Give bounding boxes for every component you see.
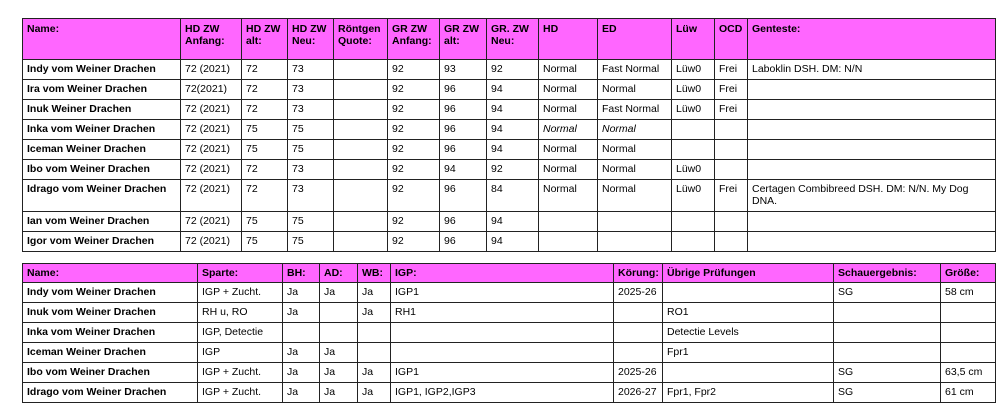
- trials-table-cell: Ja: [358, 363, 391, 383]
- health-table-cell: 75: [288, 232, 334, 252]
- trials-table-cell: IGP1, IGP2,IGP3: [391, 383, 614, 403]
- trials-table-cell: SG: [834, 383, 941, 403]
- trials-table-cell: [320, 303, 358, 323]
- health-table-cell: [672, 120, 715, 140]
- health-table-name-cell: Idrago vom Weiner Drachen: [23, 180, 181, 212]
- trials-table-name-cell: Inuk vom Weiner Drachen: [23, 303, 198, 323]
- health-table-row: [23, 160, 996, 180]
- health-table-cell: 75: [288, 120, 334, 140]
- health-table-cell: Normal: [539, 100, 598, 120]
- trials-table-header: [23, 264, 996, 283]
- health-table-cell: 72(2021): [181, 80, 242, 100]
- trials-table-cell: Ja: [358, 303, 391, 323]
- health-table-cell: Laboklin DSH. DM: N/N: [748, 60, 996, 80]
- trials-table-header-cell: WB:: [358, 264, 391, 283]
- trials-table-cell: SG: [834, 283, 941, 303]
- health-table-cell: [748, 140, 996, 160]
- health-table-cell: 96: [440, 120, 487, 140]
- health-table-cell: [598, 232, 672, 252]
- trials-table-cell: SG: [834, 363, 941, 383]
- health-table-cell: [748, 160, 996, 180]
- trials-table-name-cell: Indy vom Weiner Drachen: [23, 283, 198, 303]
- health-table-cell: [539, 212, 598, 232]
- trials-table-cell: [834, 343, 941, 363]
- health-table-cell: Lüw0: [672, 180, 715, 212]
- trials-table-row: [23, 323, 996, 343]
- trials-table-cell: 58 cm: [941, 283, 996, 303]
- health-table-cell: [334, 120, 388, 140]
- trials-table-row: [23, 303, 996, 323]
- trials-table-header-cell: AD:: [320, 264, 358, 283]
- health-table-cell: 94: [487, 212, 539, 232]
- health-table-header-cell: Röntgen Quote:: [334, 19, 388, 60]
- trials-table-cell: 61 cm: [941, 383, 996, 403]
- trials-table-cell: [614, 323, 663, 343]
- health-table-cell: Frei: [715, 180, 748, 212]
- health-table-cell: 92: [487, 160, 539, 180]
- health-table-cell: 75: [288, 140, 334, 160]
- health-table-cell: 93: [440, 60, 487, 80]
- health-table-header-cell: HD: [539, 19, 598, 60]
- trials-table-cell: IGP + Zucht.: [198, 283, 283, 303]
- health-table-header-cell: GR. ZW Neu:: [487, 19, 539, 60]
- health-table-cell: Lüw0: [672, 60, 715, 80]
- trials-table-cell: [941, 303, 996, 323]
- health-table-cell: [748, 100, 996, 120]
- trials-table-cell: IGP1: [391, 283, 614, 303]
- trials-table-cell: Ja: [283, 343, 320, 363]
- trials-table-header-cell: Sparte:: [198, 264, 283, 283]
- health-table-cell: 72 (2021): [181, 100, 242, 120]
- health-table-cell: 84: [487, 180, 539, 212]
- health-table-header-cell: GR ZW Anfang:: [388, 19, 440, 60]
- trials-table-cell: [358, 323, 391, 343]
- health-table-cell: 96: [440, 140, 487, 160]
- health-table-row: [23, 140, 996, 160]
- trials-table-row: [23, 363, 996, 383]
- health-table-cell: 72: [242, 60, 288, 80]
- health-table-cell: Fast Normal: [598, 100, 672, 120]
- trials-table-cell: [320, 323, 358, 343]
- health-table-cell: 73: [288, 180, 334, 212]
- health-table-cell: 72: [242, 160, 288, 180]
- trials-table-cell: [391, 323, 614, 343]
- health-table-cell: Certagen Combibreed DSH. DM: N/N. My Dog DNA.: [748, 180, 996, 212]
- health-table-name-cell: Inuk Weiner Drachen: [23, 100, 181, 120]
- health-table-cell: 75: [242, 120, 288, 140]
- trials-table-cell: Ja: [283, 383, 320, 403]
- health-table-cell: 92: [388, 60, 440, 80]
- health-table-header-cell: GR ZW alt:: [440, 19, 487, 60]
- health-table-cell: 75: [288, 212, 334, 232]
- health-table-cell: [598, 212, 672, 232]
- trials-table-cell: [941, 343, 996, 363]
- health-table-cell: 92: [388, 120, 440, 140]
- health-table-cell: [539, 232, 598, 252]
- health-table-cell: 92: [388, 160, 440, 180]
- health-table-cell: Normal: [539, 60, 598, 80]
- trials-table-cell: 2026-27: [614, 383, 663, 403]
- trials-table-cell: RH1: [391, 303, 614, 323]
- trials-table-name-cell: Idrago vom Weiner Drachen: [23, 383, 198, 403]
- health-table-row: [23, 60, 996, 80]
- trials-table-cell: Ja: [358, 283, 391, 303]
- health-table-cell: 73: [288, 60, 334, 80]
- health-table-cell: 72 (2021): [181, 140, 242, 160]
- health-table-header: [23, 19, 996, 60]
- health-table-name-cell: Igor vom Weiner Drachen: [23, 232, 181, 252]
- health-table-cell: [334, 100, 388, 120]
- health-table-name-cell: Iceman Weiner Drachen: [23, 140, 181, 160]
- trials-table-cell: [614, 343, 663, 363]
- health-table-name-cell: Inka vom Weiner Drachen: [23, 120, 181, 140]
- trials-table-cell: IGP: [198, 343, 283, 363]
- health-table-cell: [334, 160, 388, 180]
- trials-table-cell: Ja: [320, 363, 358, 383]
- health-table-header-cell: Name:: [23, 19, 181, 60]
- health-table-cell: 92: [487, 60, 539, 80]
- health-table-header-cell: HD ZW Neu:: [288, 19, 334, 60]
- health-table-cell: 96: [440, 100, 487, 120]
- health-table-row: [23, 100, 996, 120]
- health-table: [22, 18, 996, 252]
- trials-table-row: [23, 343, 996, 363]
- health-table-cell: [334, 232, 388, 252]
- trials-table-cell: [614, 303, 663, 323]
- health-table-cell: Normal: [539, 180, 598, 212]
- trials-table-cell: [391, 343, 614, 363]
- health-table-cell: Normal: [539, 160, 598, 180]
- health-table-cell: Normal: [539, 120, 598, 140]
- trials-table-name-cell: Ibo vom Weiner Drachen: [23, 363, 198, 383]
- health-table-cell: 72 (2021): [181, 120, 242, 140]
- trials-table-cell: 2025-26: [614, 363, 663, 383]
- trials-table-cell: RO1: [663, 303, 834, 323]
- health-table-cell: 96: [440, 212, 487, 232]
- trials-table: [22, 263, 996, 403]
- health-table-cell: Normal: [598, 160, 672, 180]
- trials-table-name-cell: Inka vom Weiner Drachen: [23, 323, 198, 343]
- trials-table-cell: Ja: [320, 343, 358, 363]
- health-table-cell: [334, 80, 388, 100]
- health-table-cell: 73: [288, 100, 334, 120]
- trials-table-cell: [834, 303, 941, 323]
- health-table-cell: Normal: [598, 120, 672, 140]
- trials-table-cell: [663, 283, 834, 303]
- trials-table-header-cell: Name:: [23, 264, 198, 283]
- health-table-cell: 92: [388, 80, 440, 100]
- health-table-cell: [672, 212, 715, 232]
- health-table-name-cell: Ian vom Weiner Drachen: [23, 212, 181, 232]
- health-table-cell: 94: [440, 160, 487, 180]
- health-table-cell: 72 (2021): [181, 160, 242, 180]
- trials-table-cell: [358, 343, 391, 363]
- trials-table-row: [23, 283, 996, 303]
- health-table-header-cell: Lüw: [672, 19, 715, 60]
- health-table-cell: Normal: [598, 80, 672, 100]
- health-table-header-cell: HD ZW alt:: [242, 19, 288, 60]
- health-table-cell: 96: [440, 232, 487, 252]
- trials-table-header-cell: Übrige Prüfungen: [663, 264, 834, 283]
- health-table-cell: [672, 232, 715, 252]
- health-table-cell: 72: [242, 100, 288, 120]
- health-table-cell: 94: [487, 232, 539, 252]
- health-table-cell: Lüw0: [672, 160, 715, 180]
- health-table-cell: [715, 140, 748, 160]
- health-table-cell: 72 (2021): [181, 60, 242, 80]
- trials-table-header-cell: IGP:: [391, 264, 614, 283]
- health-table-name-cell: Indy vom Weiner Drachen: [23, 60, 181, 80]
- health-table-cell: [748, 232, 996, 252]
- health-table-cell: Normal: [598, 140, 672, 160]
- health-table-cell: 92: [388, 100, 440, 120]
- health-table-cell: 72 (2021): [181, 232, 242, 252]
- health-table-cell: 75: [242, 140, 288, 160]
- trials-table-cell: Ja: [283, 363, 320, 383]
- trials-table-cell: Fpr1, Fpr2: [663, 383, 834, 403]
- trials-table-cell: 63,5 cm: [941, 363, 996, 383]
- trials-table-cell: [663, 363, 834, 383]
- health-table-name-cell: Ibo vom Weiner Drachen: [23, 160, 181, 180]
- trials-table-header-cell: Schauergebnis:: [834, 264, 941, 283]
- trials-table-cell: Ja: [320, 383, 358, 403]
- health-table-cell: [715, 160, 748, 180]
- trials-table-row: [23, 383, 996, 403]
- trials-table-cell: IGP, Detectie: [198, 323, 283, 343]
- trials-table-cell: [941, 323, 996, 343]
- health-table-cell: Lüw0: [672, 80, 715, 100]
- health-table-cell: [334, 140, 388, 160]
- health-table-cell: Frei: [715, 100, 748, 120]
- health-table-cell: Frei: [715, 60, 748, 80]
- health-table-cell: 75: [242, 232, 288, 252]
- trials-table-header-cell: BH:: [283, 264, 320, 283]
- health-table-cell: [334, 212, 388, 232]
- health-table-cell: 96: [440, 80, 487, 100]
- health-table-cell: [748, 212, 996, 232]
- trials-table-cell: IGP + Zucht.: [198, 383, 283, 403]
- trials-table-cell: Ja: [358, 383, 391, 403]
- trials-table-cell: IGP1: [391, 363, 614, 383]
- health-table-cell: Normal: [598, 180, 672, 212]
- health-table-cell: Normal: [539, 140, 598, 160]
- health-table-row: [23, 80, 996, 100]
- trials-table-header-cell: Größe:: [941, 264, 996, 283]
- trials-table-cell: RH u, RO: [198, 303, 283, 323]
- trials-table-name-cell: Iceman Weiner Drachen: [23, 343, 198, 363]
- health-table-cell: [715, 212, 748, 232]
- health-table-cell: 92: [388, 140, 440, 160]
- trials-table-cell: 2025-26: [614, 283, 663, 303]
- health-table-cell: 72: [242, 180, 288, 212]
- health-table-header-cell: ED: [598, 19, 672, 60]
- health-table-cell: 72 (2021): [181, 212, 242, 232]
- health-table-cell: [748, 80, 996, 100]
- health-table-row: [23, 120, 996, 140]
- health-table-cell: [715, 120, 748, 140]
- trials-table-cell: Ja: [320, 283, 358, 303]
- health-table-cell: 94: [487, 140, 539, 160]
- health-table-cell: 94: [487, 80, 539, 100]
- health-table-row: [23, 232, 996, 252]
- health-table-cell: 92: [388, 212, 440, 232]
- health-table-header-cell: HD ZW Anfang:: [181, 19, 242, 60]
- health-table-cell: Normal: [539, 80, 598, 100]
- health-table-cell: 94: [487, 100, 539, 120]
- health-table-cell: 92: [388, 232, 440, 252]
- health-table-cell: [672, 140, 715, 160]
- trials-table-header-cell: Körung:: [614, 264, 663, 283]
- health-table-cell: Fast Normal: [598, 60, 672, 80]
- health-table-cell: 72: [242, 80, 288, 100]
- trials-table-cell: [834, 323, 941, 343]
- health-table-header-cell: Genteste:: [748, 19, 996, 60]
- health-table-name-cell: Ira vom Weiner Drachen: [23, 80, 181, 100]
- health-table-cell: [334, 180, 388, 212]
- health-table-cell: [748, 120, 996, 140]
- trials-table-cell: Detectie Levels: [663, 323, 834, 343]
- health-table-cell: 73: [288, 80, 334, 100]
- health-table-cell: 94: [487, 120, 539, 140]
- health-table-cell: 96: [440, 180, 487, 212]
- trials-table-cell: [283, 323, 320, 343]
- health-table-cell: Lüw0: [672, 100, 715, 120]
- health-table-cell: Frei: [715, 80, 748, 100]
- health-table-cell: [334, 60, 388, 80]
- health-table-cell: 92: [388, 180, 440, 212]
- trials-table-cell: Fpr1: [663, 343, 834, 363]
- trials-table-cell: Ja: [283, 303, 320, 323]
- health-table-cell: 73: [288, 160, 334, 180]
- health-table-cell: 72 (2021): [181, 180, 242, 212]
- health-table-cell: [715, 232, 748, 252]
- health-table-cell: 75: [242, 212, 288, 232]
- trials-table-cell: Ja: [283, 283, 320, 303]
- trials-table-cell: IGP + Zucht.: [198, 363, 283, 383]
- health-table-row: [23, 180, 996, 212]
- health-table-header-cell: OCD: [715, 19, 748, 60]
- health-table-row: [23, 212, 996, 232]
